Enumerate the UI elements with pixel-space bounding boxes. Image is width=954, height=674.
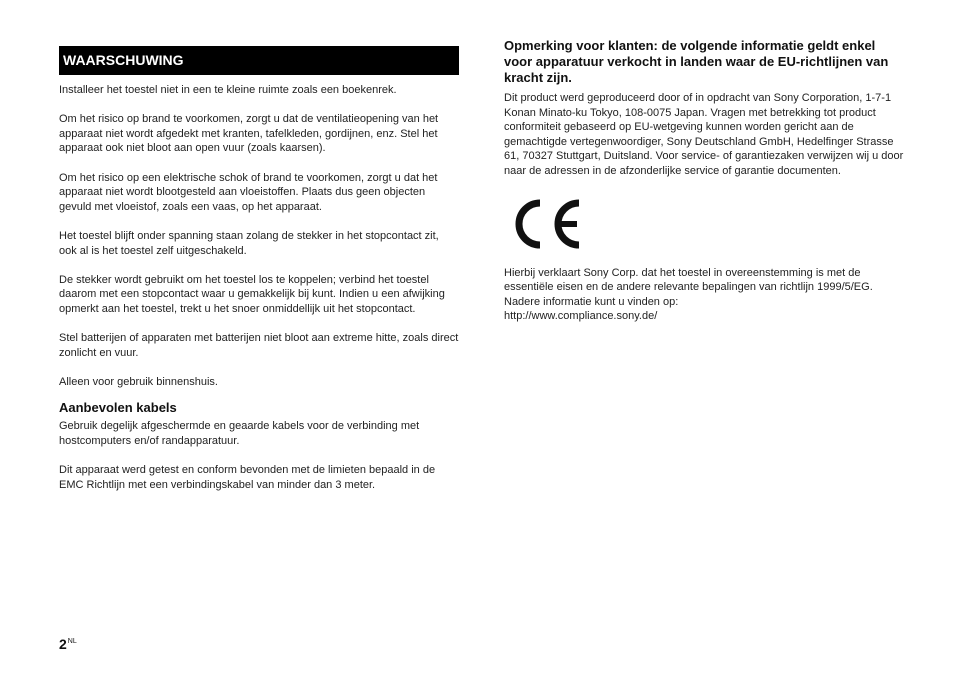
left-column bbox=[59, 46, 459, 492]
compliance-url[interactable]: http://www.compliance.sony.de/ bbox=[504, 310, 658, 323]
warning-paragraph-4: Het toestel blijft onder spanning staan zolang de stekker in het stopcontact zit, ook al is het toestel zelf uitgeschakeld. bbox=[59, 229, 439, 257]
warning-heading: WAARSCHUWING bbox=[59, 46, 459, 75]
ce-mark-icon bbox=[510, 197, 582, 251]
info-line: Nadere informatie kunt u vinden op: bbox=[504, 295, 679, 308]
eu-notice-paragraph: Dit product werd geproduceerd door of in opdracht van Sony Corporation, 1-7-1 Konan Minato-ku Tokyo, 108-0075 Japan. Vragen met betrekking tot product conformiteit gebaseerd op EU-wetgeving kunnen worden gericht aan de gemachtigde vertegenwoordiger, Sony Deutschland GmbH, Hedelfinger Strasse 61, 70327 Stuttgart, Duitsland. Voor service- of garantiezaken verwijzen wij u door naar de adressen in de afzonderlijke service of garantie documenten. bbox=[504, 92, 904, 177]
eu-notice-heading: Opmerking voor klanten: de volgende informatie geldt enkel voor apparatuur verkocht in landen waar de EU-richtlijnen van kracht zijn. bbox=[504, 38, 889, 85]
warning-paragraph-7: Alleen voor gebruik binnenshuis. bbox=[59, 375, 218, 388]
warning-paragraph-1: Installeer het toestel niet in een te kleine ruimte zoals een boekenrek. bbox=[59, 84, 397, 96]
cables-paragraph-1: Gebruik degelijk afgeschermde en geaarde kabels voor de verbinding met hostcomputers en/of randapparatuur. bbox=[59, 420, 420, 448]
warning-paragraph-3: Om het risico op een elektrische schok of brand te voorkomen, zorgt u dat het apparaat niet wordt blootgesteld aan vloeistoffen. Plaats dus geen objecten gevuld met vloeistof, zoals een vaas, op het apparaat. bbox=[59, 171, 438, 213]
page-number bbox=[59, 636, 77, 652]
page-number-value: 2 bbox=[59, 636, 67, 652]
cables-paragraph-2: Dit apparaat werd getest en conform bevonden met de limieten bepaald in de EMC Richtlijn met een verbindingskabel van minder dan 3 meter. bbox=[59, 464, 436, 491]
warning-paragraph-2: Om het risico op brand te voorkomen, zorgt u dat de ventilatieopening van het apparaat niet wordt afgedekt met kranten, tafelkleden, gordijnen, enz. Stel het apparaat ook niet bloot aan open vuur (zoals kaarsen). bbox=[59, 113, 439, 155]
right-column bbox=[504, 38, 904, 324]
cables-heading: Aanbevolen kabels bbox=[59, 400, 177, 416]
warning-paragraph-6: Stel batterijen of apparaten met batterijen niet bloot aan extreme hitte, zoals direct zonlicht en vuur. bbox=[59, 332, 459, 359]
page-language-code: NL bbox=[67, 638, 77, 645]
warning-paragraph-5: De stekker wordt gebruikt om het toestel los te koppelen; verbind het toestel daarom met een stopcontact waar u gemakkelijk bij kunt. Indien u een afwijking opmerkt aan het toestel, trekt u het snoer onmiddellijk uit het stopcontact. bbox=[59, 273, 445, 315]
declaration-text: Hierbij verklaart Sony Corp. dat het toestel in overeenstemming is met de essentiële eisen en de andere relevante bepalingen van richtlijn 1999/5/EG. bbox=[504, 266, 873, 294]
